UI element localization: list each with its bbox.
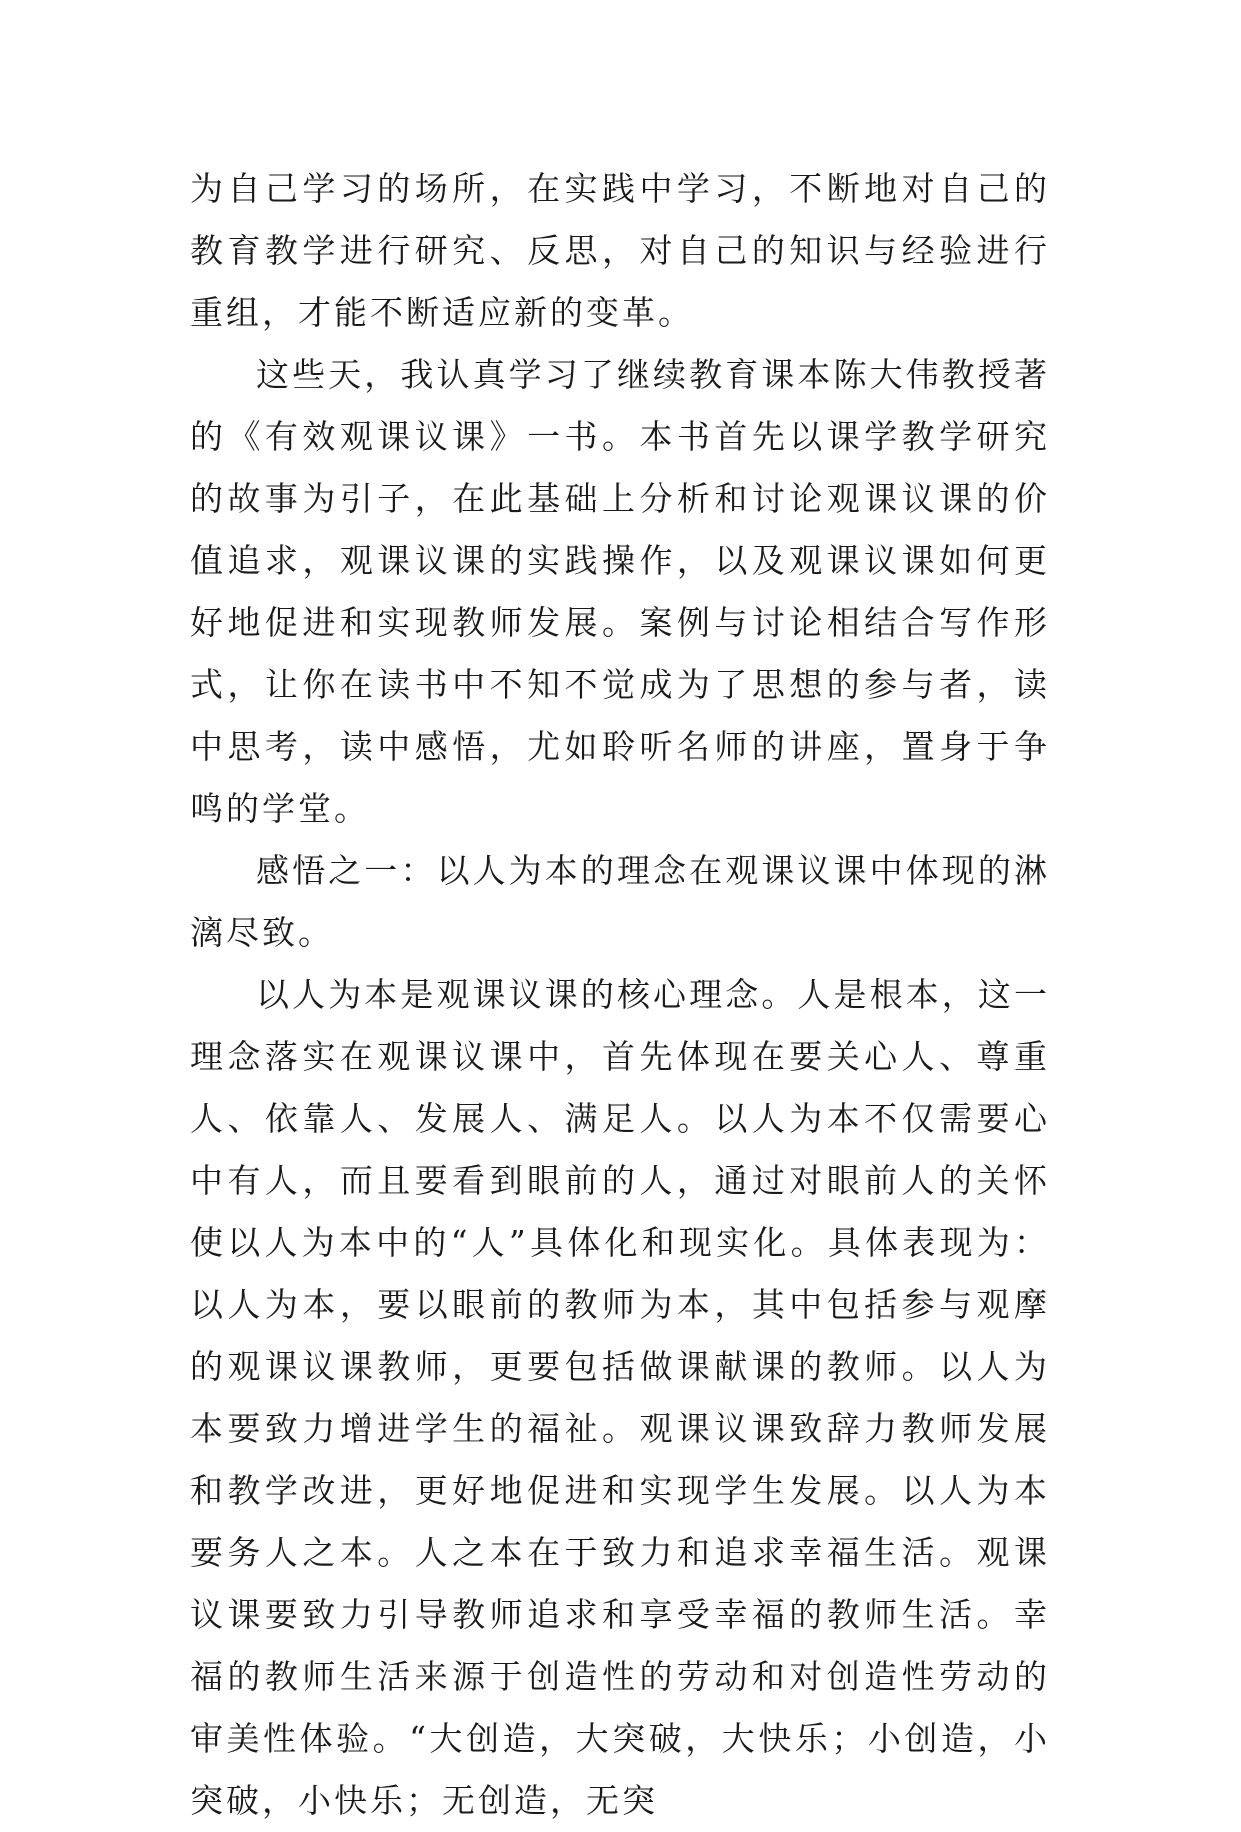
paragraph-3-heading: 感悟之一：以人为本的理念在观课议课中体现的淋漓尽致。 [190,851,1050,952]
paragraph-2: 这些天，我认真学习了继续教育课本陈大伟教授著的《有效观课议课》一书。本书首先以课学教学研究的故事为引子，在此基础上分析和讨论观课议课的价值追求，观课议课的实践操作，以及观课议课如何更好地促进和实现教师发展。案例与讨论相结合写作形式，让你在读书中不知不觉成为了思想的参与者，读中思考，读中感悟，尤如聆听名师的讲座，置身于争鸣的学堂。 [190,355,1050,828]
document-body [190,158,1050,1832]
paragraph-4: 以人为本是观课议课的核心理念。人是根本，这一理念落实在观课议课中，首先体现在要关心人、尊重人、依靠人、发展人、满足人。以人为本不仅需要心中有人，而且要看到眼前的人，通过对眼前人的关怀使以人为本中的“人”具体化和现实化。具体表现为：以人为本，要以眼前的教师为本，其中包括参与观摩的观课议课教师，更要包括做课献课的教师。以人为本要致力增进学生的福祉。观课议课致辞力教师发展和教学改进，更好地促进和实现学生发展。以人为本要务人之本。人之本在于致力和追求幸福生活。观课议课要致力引导教师追求和享受幸福的教师生活。幸福的教师生活来源于创造性的劳动和对创造性劳动的审美性体验。“大创造，大突破，大快乐；小创造，小突破，小快乐；无创造，无突 [190,975,1050,1820]
paragraph-1: 为自己学习的场所，在实践中学习，不断地对自己的教育教学进行研究、反思，对自己的知识与经验进行重组，才能不断适应新的变革。 [190,169,1050,332]
